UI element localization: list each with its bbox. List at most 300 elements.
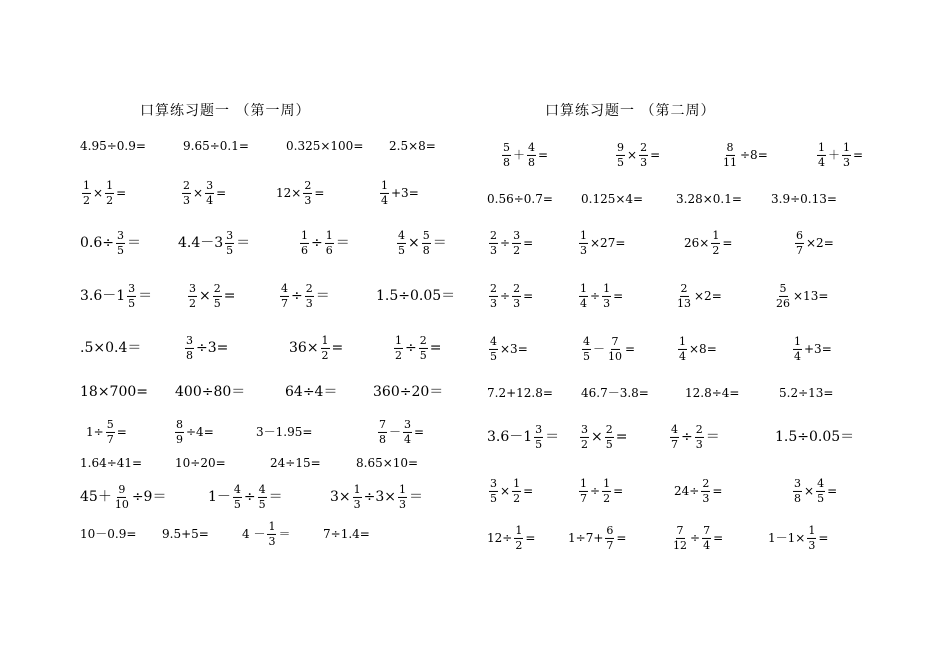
problem bbox=[581, 387, 649, 399]
fraction-denominator: 4 bbox=[580, 296, 587, 310]
fraction bbox=[321, 335, 330, 361]
fraction bbox=[378, 419, 387, 445]
expression-text: × bbox=[500, 484, 511, 498]
problem bbox=[577, 283, 623, 309]
fraction-numerator: 4 bbox=[398, 228, 405, 242]
problem bbox=[80, 140, 146, 152]
expression-text: 7.2+12.8= bbox=[487, 386, 553, 400]
problem bbox=[487, 424, 559, 450]
fraction-denominator: 10 bbox=[114, 497, 129, 511]
fraction-numerator: 7 bbox=[611, 334, 619, 348]
fraction-denominator: 7 bbox=[580, 491, 587, 505]
fraction-numerator: 1 bbox=[268, 519, 276, 533]
expression-text: 8.65×10= bbox=[356, 456, 419, 470]
fraction-numerator: 2 bbox=[490, 281, 497, 295]
expression-text: = bbox=[216, 186, 227, 200]
fraction-denominator: 5 bbox=[535, 437, 543, 451]
expression-text: = bbox=[616, 531, 627, 545]
expression-text: = bbox=[613, 289, 624, 303]
expression-text: 7÷1.4= bbox=[323, 527, 370, 541]
fraction bbox=[502, 142, 511, 168]
fraction-numerator: 9 bbox=[118, 482, 126, 496]
fraction bbox=[676, 283, 692, 309]
expression-text: 18×700= bbox=[80, 384, 148, 400]
fraction bbox=[639, 142, 648, 168]
expression-text: 360÷20＝ bbox=[373, 384, 444, 400]
problem bbox=[356, 457, 418, 469]
fraction-denominator: 8 bbox=[503, 155, 510, 169]
fraction-denominator: 8 bbox=[422, 243, 430, 257]
expression-text: ÷ bbox=[405, 340, 417, 356]
fraction-numerator: 4 bbox=[528, 140, 536, 154]
fraction bbox=[185, 335, 194, 361]
expression-text: ＋ bbox=[513, 148, 526, 162]
fraction bbox=[205, 180, 214, 206]
fraction-numerator: 2 bbox=[680, 281, 688, 295]
fraction-denominator: 3 bbox=[490, 296, 497, 310]
problem bbox=[173, 419, 214, 445]
fraction-numerator: 1 bbox=[381, 178, 388, 192]
fraction-numerator: 2 bbox=[419, 333, 427, 347]
expression-text: ÷ bbox=[590, 484, 601, 498]
fraction-numerator: 6 bbox=[796, 228, 803, 242]
problem bbox=[80, 283, 152, 309]
expression-text: 24÷15= bbox=[270, 456, 321, 470]
expression-text: ＝ bbox=[705, 429, 720, 445]
fraction-denominator: 4 bbox=[404, 432, 412, 446]
fraction-numerator: 2 bbox=[702, 476, 710, 490]
expression-text: = bbox=[429, 340, 442, 356]
expression-text: = bbox=[712, 484, 723, 498]
expression-text: ＝ bbox=[236, 235, 251, 251]
problem bbox=[684, 230, 732, 256]
fraction bbox=[678, 336, 687, 362]
fraction-denominator: 2 bbox=[189, 296, 196, 310]
expression-text: ÷3× bbox=[363, 489, 397, 505]
fraction-denominator: 5 bbox=[419, 348, 427, 362]
fraction bbox=[305, 283, 314, 309]
fraction-denominator: 2 bbox=[83, 193, 90, 207]
fraction bbox=[489, 336, 498, 362]
expression-text: ×2= bbox=[806, 236, 834, 250]
problem bbox=[289, 335, 343, 361]
problem bbox=[183, 335, 228, 361]
expression-text: 12÷ bbox=[487, 531, 513, 545]
expression-text: 26× bbox=[684, 236, 710, 250]
fraction-numerator: 3 bbox=[490, 476, 497, 490]
fraction-denominator: 5 bbox=[213, 296, 221, 310]
fraction-denominator: 3 bbox=[640, 155, 648, 169]
expression-text: 0.6÷ bbox=[80, 235, 114, 251]
fraction-numerator: 1 bbox=[301, 228, 308, 242]
expression-text: 5.2÷13= bbox=[779, 386, 834, 400]
fraction bbox=[280, 283, 289, 309]
fraction-numerator: 7 bbox=[703, 523, 711, 537]
fraction-denominator: 4 bbox=[818, 155, 825, 169]
fraction bbox=[397, 230, 406, 256]
fraction-numerator: 2 bbox=[213, 281, 221, 295]
expression-text: = bbox=[853, 148, 864, 162]
fraction-numerator: 3 bbox=[581, 422, 588, 436]
expression-text: ＝ bbox=[315, 288, 330, 304]
expression-text: 4.4－3 bbox=[178, 235, 224, 251]
fraction-numerator: 1 bbox=[580, 281, 587, 295]
expression-text: 3.9÷0.13= bbox=[771, 192, 837, 206]
fraction-denominator: 7 bbox=[281, 296, 288, 310]
expression-text: = bbox=[523, 236, 534, 250]
expression-text: ÷9＝ bbox=[131, 489, 167, 505]
fraction-denominator: 5 bbox=[490, 491, 497, 505]
fraction bbox=[582, 336, 591, 362]
fraction-numerator: 1 bbox=[603, 281, 611, 295]
fraction-denominator: 5 bbox=[226, 243, 234, 257]
fraction bbox=[106, 419, 115, 445]
fraction-denominator: 2 bbox=[603, 491, 611, 505]
fraction-denominator: 7 bbox=[796, 243, 803, 257]
problem bbox=[791, 336, 832, 362]
fraction bbox=[419, 335, 428, 361]
expression-text: ×27= bbox=[590, 236, 626, 250]
problem bbox=[298, 230, 350, 256]
fraction-denominator: 6 bbox=[325, 243, 333, 257]
fraction-denominator: 12 bbox=[673, 538, 687, 552]
expression-text: ＝ bbox=[409, 489, 424, 505]
fraction-numerator: 3 bbox=[226, 228, 234, 242]
fraction bbox=[489, 230, 498, 256]
problem bbox=[487, 230, 533, 256]
expression-text: = bbox=[331, 340, 344, 356]
fraction bbox=[489, 478, 498, 504]
fraction-numerator: 4 bbox=[281, 281, 288, 295]
fraction-denominator: 3 bbox=[695, 437, 703, 451]
expression-text: = bbox=[523, 484, 534, 498]
expression-text: 0.325×100= bbox=[286, 139, 364, 153]
expression-text: ×8= bbox=[689, 342, 717, 356]
fraction-denominator: 3 bbox=[183, 193, 190, 207]
expression-text: ＝ bbox=[127, 235, 141, 251]
fraction bbox=[303, 180, 312, 206]
fraction bbox=[422, 230, 431, 256]
fraction-denominator: 4 bbox=[206, 193, 214, 207]
expression-text: 9.65÷0.1= bbox=[183, 139, 249, 153]
fraction bbox=[607, 336, 623, 362]
problem bbox=[183, 140, 249, 152]
fraction-denominator: 6 bbox=[301, 243, 308, 257]
problem bbox=[500, 142, 548, 168]
fraction-numerator: 8 bbox=[176, 417, 183, 431]
fraction-denominator: 3 bbox=[490, 243, 497, 257]
expression-text: 3.6－1 bbox=[487, 429, 533, 445]
problem bbox=[720, 142, 768, 168]
problem bbox=[256, 426, 312, 438]
fraction-numerator: 1 bbox=[325, 228, 333, 242]
fraction-denominator: 7 bbox=[106, 432, 114, 446]
problem bbox=[80, 457, 142, 469]
fraction bbox=[116, 230, 125, 256]
fraction-numerator: 3 bbox=[128, 281, 136, 295]
problem bbox=[674, 478, 722, 504]
problem bbox=[577, 230, 625, 256]
expression-text: 64÷4＝ bbox=[285, 384, 338, 400]
problem bbox=[186, 283, 235, 309]
fraction bbox=[527, 142, 536, 168]
fraction bbox=[267, 521, 276, 547]
fraction-denominator: 8 bbox=[528, 155, 536, 169]
problem bbox=[175, 385, 245, 399]
fraction-numerator: 2 bbox=[305, 281, 313, 295]
fraction-denominator: 10 bbox=[608, 349, 623, 363]
fraction-denominator: 5 bbox=[605, 437, 613, 451]
problem bbox=[80, 341, 141, 355]
fraction-denominator: 5 bbox=[117, 243, 124, 257]
fraction bbox=[512, 478, 521, 504]
fraction-denominator: 7 bbox=[671, 437, 678, 451]
expression-text: ÷ bbox=[243, 489, 256, 505]
fraction bbox=[579, 283, 588, 309]
problem bbox=[775, 430, 854, 444]
fraction-denominator: 2 bbox=[581, 437, 588, 451]
fraction bbox=[258, 484, 267, 510]
expression-text: = bbox=[613, 484, 624, 498]
problem bbox=[773, 283, 828, 309]
problem bbox=[285, 385, 337, 399]
expression-text: × bbox=[627, 148, 638, 162]
problem bbox=[80, 385, 148, 399]
problem bbox=[670, 525, 723, 551]
fraction-numerator: 2 bbox=[695, 422, 703, 436]
problem bbox=[270, 457, 321, 469]
fraction bbox=[602, 478, 611, 504]
fraction-numerator: 5 bbox=[503, 140, 510, 154]
fraction bbox=[793, 478, 802, 504]
expression-text: 1－1× bbox=[768, 531, 806, 545]
fraction-denominator: 5 bbox=[258, 497, 266, 511]
fraction bbox=[807, 525, 816, 551]
fraction bbox=[795, 230, 804, 256]
fraction bbox=[325, 230, 334, 256]
expression-text: ＝ bbox=[432, 235, 447, 251]
expression-text: = bbox=[722, 236, 733, 250]
fraction-denominator: 4 bbox=[679, 349, 686, 363]
expression-text: 0.56÷0.7= bbox=[487, 192, 553, 206]
fraction-denominator: 2 bbox=[321, 348, 329, 362]
expression-text: ×3= bbox=[500, 342, 528, 356]
fraction bbox=[711, 230, 720, 256]
problem bbox=[577, 478, 623, 504]
expression-text: × bbox=[804, 484, 815, 498]
expression-text: 400÷80＝ bbox=[175, 384, 246, 400]
fraction bbox=[182, 180, 191, 206]
expression-text: = bbox=[116, 425, 127, 439]
fraction-denominator: 3 bbox=[399, 497, 407, 511]
problem bbox=[793, 230, 834, 256]
expression-text: ÷ bbox=[681, 429, 693, 445]
problem bbox=[487, 478, 533, 504]
problem bbox=[676, 193, 742, 205]
fraction bbox=[213, 283, 222, 309]
problem bbox=[487, 283, 533, 309]
expression-text: ＝ bbox=[278, 527, 291, 541]
expression-text: ＝ bbox=[138, 288, 153, 304]
expression-text: ×2= bbox=[694, 289, 722, 303]
fraction bbox=[514, 525, 523, 551]
expression-text: ×13= bbox=[793, 289, 829, 303]
fraction-denominator: 3 bbox=[843, 155, 851, 169]
problem bbox=[815, 142, 863, 168]
problem bbox=[80, 484, 166, 510]
problem bbox=[487, 387, 553, 399]
fraction-denominator: 2 bbox=[513, 491, 521, 505]
expression-text: .5×0.4＝ bbox=[80, 340, 142, 356]
fraction-denominator: 3 bbox=[304, 193, 312, 207]
fraction-denominator: 2 bbox=[513, 243, 521, 257]
expression-text: 0.125×4= bbox=[581, 192, 644, 206]
fraction-numerator: 1 bbox=[321, 333, 329, 347]
problem bbox=[376, 419, 424, 445]
problem bbox=[791, 478, 837, 504]
fraction-denominator: 3 bbox=[702, 491, 710, 505]
problem bbox=[278, 283, 330, 309]
expression-text: 1÷ bbox=[86, 425, 104, 439]
expression-text: 9.5+5= bbox=[162, 527, 209, 541]
expression-text: ÷ bbox=[291, 288, 303, 304]
fraction bbox=[489, 283, 498, 309]
fraction-numerator: 5 bbox=[422, 228, 430, 242]
fraction bbox=[380, 180, 389, 206]
fraction bbox=[394, 335, 403, 361]
fraction-numerator: 2 bbox=[490, 228, 497, 242]
fraction bbox=[225, 230, 234, 256]
fraction bbox=[816, 478, 825, 504]
problem bbox=[378, 180, 419, 206]
expression-text: = bbox=[818, 531, 829, 545]
problem bbox=[208, 484, 283, 510]
fraction-denominator: 3 bbox=[513, 296, 521, 310]
expression-text: 4 － bbox=[242, 527, 266, 541]
problem bbox=[376, 289, 455, 303]
problem bbox=[323, 528, 370, 540]
fraction bbox=[793, 336, 802, 362]
expression-text: = bbox=[523, 289, 534, 303]
fraction bbox=[842, 142, 851, 168]
fraction-numerator: 1 bbox=[106, 178, 114, 192]
fraction-denominator: 3 bbox=[268, 534, 276, 548]
fraction bbox=[114, 484, 130, 510]
left-sheet-title: 口算练习题一 （第一周） bbox=[140, 103, 311, 119]
expression-text: × bbox=[193, 186, 204, 200]
fraction bbox=[605, 525, 614, 551]
fraction bbox=[695, 424, 704, 450]
fraction bbox=[605, 424, 614, 450]
fraction-numerator: 2 bbox=[605, 422, 613, 436]
expression-text: = bbox=[314, 186, 325, 200]
fraction-denominator: 5 bbox=[398, 243, 405, 257]
expression-text: 24÷ bbox=[674, 484, 700, 498]
problem bbox=[568, 525, 626, 551]
fraction-numerator: 5 bbox=[106, 417, 114, 431]
expression-text: ÷3= bbox=[196, 340, 229, 356]
fraction-numerator: 3 bbox=[513, 228, 521, 242]
problem bbox=[80, 230, 141, 256]
problem bbox=[578, 424, 627, 450]
expression-text: ÷ bbox=[500, 236, 511, 250]
fraction-denominator: 4 bbox=[381, 193, 388, 207]
problem bbox=[330, 484, 423, 510]
expression-text: = bbox=[827, 484, 838, 498]
fraction bbox=[512, 230, 521, 256]
fraction-denominator: 2 bbox=[712, 243, 720, 257]
fraction-numerator: 3 bbox=[117, 228, 124, 242]
problem bbox=[779, 387, 833, 399]
fraction-numerator: 2 bbox=[304, 178, 312, 192]
expression-text: 1÷7+ bbox=[568, 531, 604, 545]
expression-text: +3= bbox=[391, 186, 419, 200]
problem bbox=[162, 528, 209, 540]
fraction bbox=[579, 230, 588, 256]
problem bbox=[768, 525, 828, 551]
expression-text: 1－ bbox=[208, 489, 231, 505]
fraction-numerator: 3 bbox=[186, 333, 193, 347]
fraction-numerator: 1 bbox=[515, 523, 523, 537]
problem bbox=[614, 142, 660, 168]
fraction bbox=[602, 283, 611, 309]
expression-text: ÷4= bbox=[186, 425, 214, 439]
expression-text: × bbox=[408, 235, 420, 251]
fraction-numerator: 3 bbox=[535, 422, 543, 436]
fraction-numerator: 7 bbox=[379, 417, 386, 431]
problem bbox=[580, 336, 635, 362]
expression-text: = bbox=[615, 429, 628, 445]
fraction-denominator: 8 bbox=[186, 348, 193, 362]
problem bbox=[80, 528, 136, 540]
fraction-denominator: 3 bbox=[580, 243, 587, 257]
problem bbox=[676, 336, 717, 362]
fraction-denominator: 8 bbox=[794, 491, 801, 505]
problem bbox=[175, 457, 226, 469]
fraction-numerator: 4 bbox=[258, 482, 266, 496]
fraction-numerator: 1 bbox=[580, 228, 587, 242]
fraction-numerator: 3 bbox=[794, 476, 801, 490]
fraction bbox=[188, 283, 197, 309]
fraction-denominator: 3 bbox=[603, 296, 611, 310]
fraction bbox=[403, 419, 412, 445]
fraction bbox=[127, 283, 136, 309]
expression-text: 3× bbox=[330, 489, 351, 505]
expression-text: 3.6－1 bbox=[80, 288, 126, 304]
fraction-numerator: 7 bbox=[676, 523, 684, 537]
fraction-numerator: 1 bbox=[843, 140, 851, 154]
expression-text: ＝ bbox=[335, 235, 350, 251]
expression-text: = bbox=[223, 288, 236, 304]
fraction-numerator: 3 bbox=[189, 281, 196, 295]
fraction-denominator: 3 bbox=[305, 296, 313, 310]
expression-text: 3－1.95= bbox=[256, 425, 313, 439]
fraction-numerator: 1 bbox=[353, 482, 361, 496]
fraction-numerator: 1 bbox=[603, 476, 611, 490]
fraction-numerator: 4 bbox=[671, 422, 678, 436]
fraction-numerator: 1 bbox=[679, 334, 686, 348]
expression-text: = bbox=[625, 342, 636, 356]
right-sheet-title: 口算练习题一 （第二周） bbox=[545, 103, 716, 119]
expression-text: ＝ bbox=[268, 489, 283, 505]
fraction-numerator: 1 bbox=[580, 476, 587, 490]
fraction bbox=[300, 230, 309, 256]
fraction-denominator: 5 bbox=[817, 491, 825, 505]
fraction-numerator: 1 bbox=[808, 523, 816, 537]
fraction bbox=[353, 484, 362, 510]
fraction bbox=[670, 424, 679, 450]
problem bbox=[80, 180, 126, 206]
